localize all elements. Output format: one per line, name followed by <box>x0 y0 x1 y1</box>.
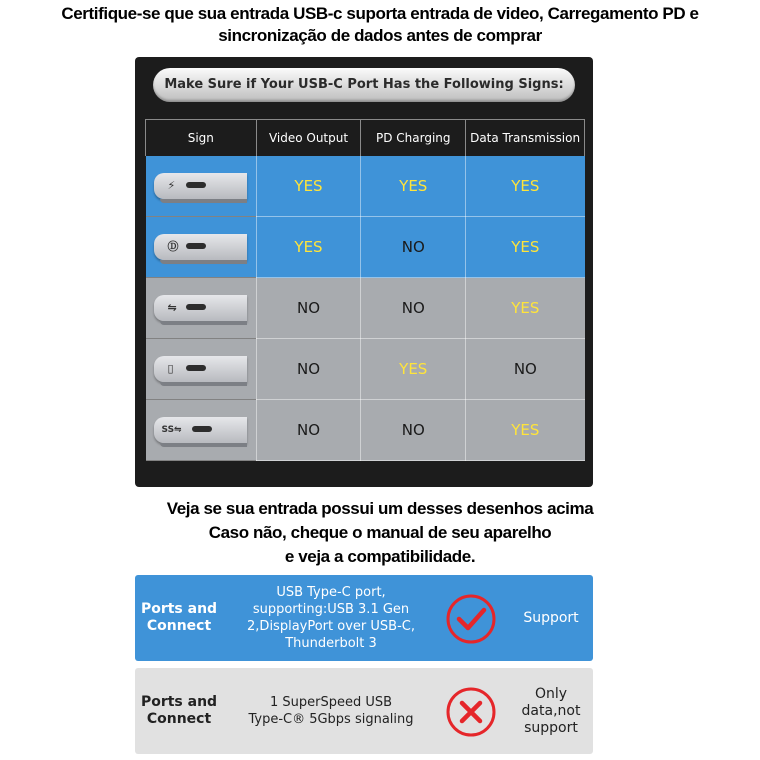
laptop-port-illustration <box>154 417 247 443</box>
usb-c-slot <box>186 243 206 249</box>
pd-charging-value: YES <box>361 339 466 400</box>
banner-title: Ports and Connect <box>140 694 218 727</box>
x-circle-icon <box>445 686 497 738</box>
video-output-value: NO <box>256 339 361 400</box>
sign-cell <box>146 278 257 339</box>
data-transmission-value: NO <box>466 339 585 400</box>
video-output-value: NO <box>256 278 361 339</box>
video-output-value: NO <box>256 400 361 461</box>
signs-table <box>145 119 585 461</box>
table-row <box>146 217 585 278</box>
laptop-port-illustration <box>154 234 247 260</box>
table-row <box>146 156 585 217</box>
video-output-value: YES <box>256 217 361 278</box>
sign-cell <box>146 156 257 217</box>
data-transmission-value: YES <box>466 156 585 217</box>
pd-charging-value: NO <box>361 217 466 278</box>
banner-status: Only data,not support <box>521 685 581 736</box>
data-transmission-value: YES <box>466 217 585 278</box>
usb-port-icon: ⇋ <box>167 301 177 314</box>
pd-charging-value: NO <box>361 400 466 461</box>
support-banner <box>135 575 593 661</box>
table-row <box>146 278 585 339</box>
banner-title: Ports and Connect <box>140 601 218 634</box>
usb-c-signs-panel <box>135 57 593 487</box>
laptop-port-illustration <box>154 356 247 382</box>
tagline-line-2: Caso não, cheque o manual de seu aparelho <box>208 523 552 542</box>
column-header-sign: Sign <box>146 120 257 157</box>
banner-description: USB Type-C port, supporting:USB 3.1 Gen 2,DisplayPort over USB-C, Thunderbolt 3 <box>247 585 415 651</box>
superspeed-usb-port-icon: SS⇋ <box>161 425 182 435</box>
laptop-port-illustration <box>154 295 247 321</box>
banner-status: Support <box>523 609 579 626</box>
tagline-line-1: Veja se sua entrada possui um desses desenhos acima <box>166 499 594 518</box>
headline-line-1: Certifique-se que sua entrada USB-c suporta entrada de video, Carregamento PD e <box>61 4 699 23</box>
pd-charging-value: YES <box>361 156 466 217</box>
sign-cell <box>146 339 257 400</box>
thunderbolt-port-icon: ⚡ <box>167 179 176 192</box>
usb-c-slot <box>186 182 206 188</box>
displayport-port-icon: Ⓓ <box>167 240 179 253</box>
data-transmission-value: YES <box>466 278 585 339</box>
table-row <box>146 400 585 461</box>
headline-line-2: sincronização de dados antes de comprar <box>218 26 542 45</box>
table-row <box>146 339 585 400</box>
sign-cell <box>146 400 257 461</box>
data-transmission-value: YES <box>466 400 585 461</box>
column-header-pd-charging: PD Charging <box>361 120 466 157</box>
panel-title: Make Sure if Your USB-C Port Has the Following Signs: <box>153 68 575 102</box>
laptop-port-illustration <box>154 173 247 199</box>
pd-charging-value: NO <box>361 278 466 339</box>
column-header-data-transmission: Data Transmission <box>466 120 585 157</box>
check-circle-icon <box>445 593 497 645</box>
battery-port-icon: ▯ <box>167 362 174 375</box>
video-output-value: YES <box>256 156 361 217</box>
sign-cell <box>146 217 257 278</box>
usb-c-slot <box>192 426 212 432</box>
banner-description: 1 SuperSpeed USB Type-C® 5Gbps signaling <box>248 695 414 727</box>
tagline-line-3: e veja a compatibilidade. <box>284 547 476 566</box>
table-header-row <box>146 120 585 157</box>
no-support-banner <box>135 668 593 754</box>
usb-c-slot <box>186 365 206 371</box>
column-header-video-output: Video Output <box>256 120 361 157</box>
usb-c-slot <box>186 304 206 310</box>
